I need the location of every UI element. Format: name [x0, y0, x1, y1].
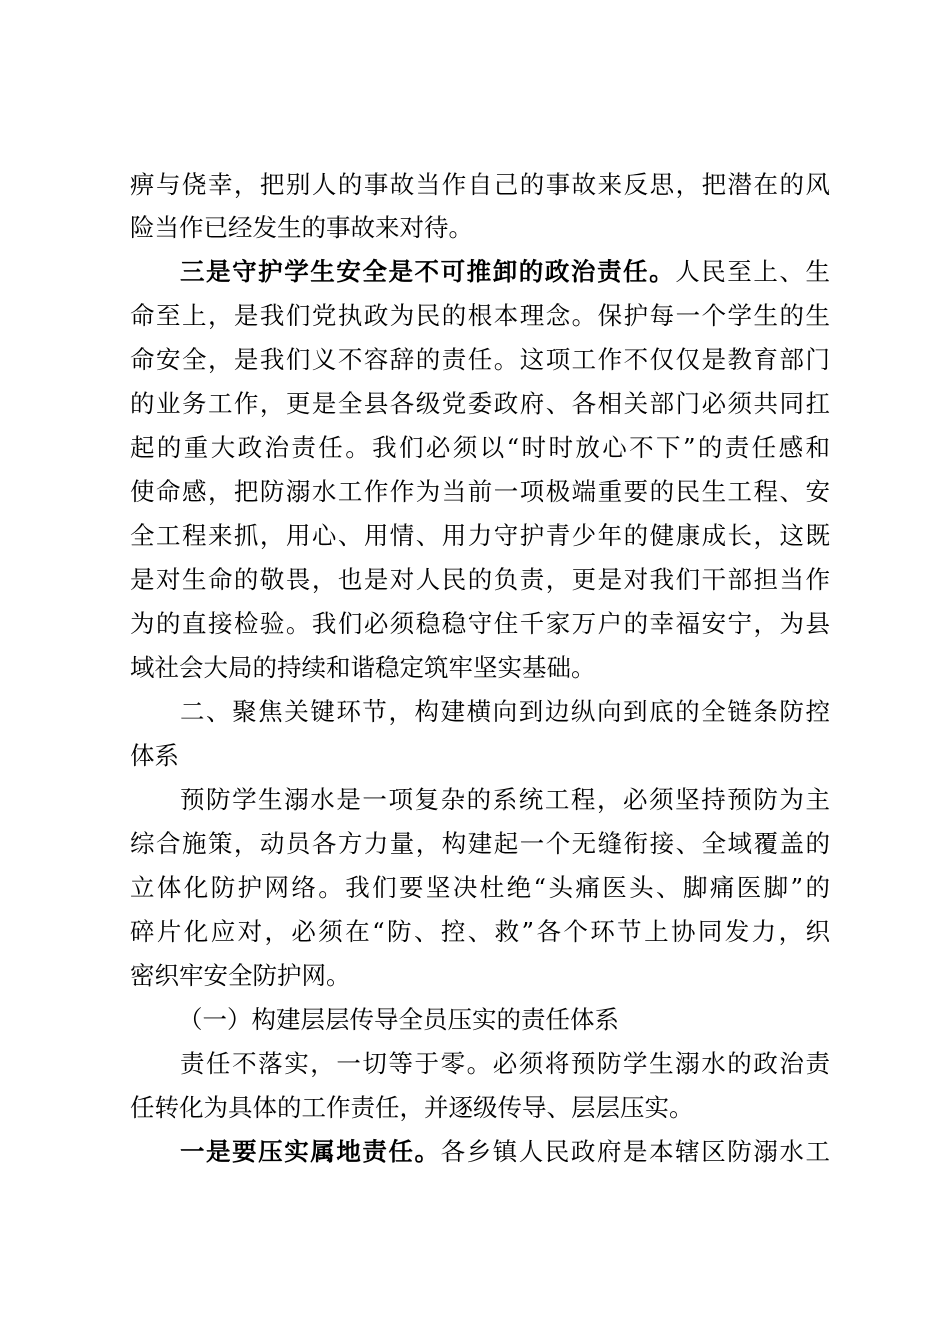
bold-lead-sentence: 三是守护学生安全是不可推卸的政治责任。 [180, 257, 676, 286]
paragraph-line: 全工程来抓，用心、用情、用力守护青少年的健康成长，这既 [130, 521, 830, 550]
paragraph-line: 是对生命的敬畏，也是对人民的负责，更是对我们干部担当作 [130, 565, 830, 594]
paragraph-line: 起的重大政治责任。我们必须以“时时放心不下”的责任感和 [130, 433, 830, 462]
paragraph-line: 为的直接检验。我们必须稳稳守住千家万户的幸福安宁，为县 [130, 609, 830, 638]
paragraph-line: 使命感，把防溺水工作作为当前一项极端重要的民生工程、安 [130, 477, 830, 506]
subsection-heading: （一）构建层层传导全员压实的责任体系 [178, 1005, 619, 1034]
paragraph-line: 预防学生溺水是一项复杂的系统工程，必须坚持预防为主 [180, 785, 830, 814]
paragraph-line [180, 250, 830, 294]
paragraph-line: 险当作已经发生的事故来对待。 [130, 213, 473, 242]
paragraph-line: 综合施策，动员各方力量，构建起一个无缝衔接、全域覆盖的 [130, 829, 830, 858]
paragraph-line: 责任不落实，一切等于零。必须将预防学生溺水的政治责 [180, 1049, 830, 1078]
bold-lead-sentence: 一是要压实属地责任。 [180, 1137, 441, 1166]
paragraph-line: 域社会大局的持续和谐稳定筑牢坚实基础。 [130, 653, 596, 682]
paragraph-text: 各乡镇人民政府是本辖区防溺水工 [440, 1137, 830, 1166]
paragraph-line [180, 1130, 830, 1174]
paragraph-line: 命至上，是我们党执政为民的根本理念。保护每一个学生的生 [130, 301, 830, 330]
paragraph-line: 的业务工作，更是全县各级党委政府、各相关部门必须共同扛 [130, 389, 830, 418]
paragraph-line: 痹与侥幸，把别人的事故当作自己的事故来反思，把潜在的风 [130, 170, 830, 199]
paragraph-line: 密织牢安全防护网。 [130, 961, 351, 990]
paragraph-line: 命安全，是我们义不容辞的责任。这项工作不仅仅是教育部门 [130, 345, 830, 374]
paragraph-line: 碎片化应对，必须在“防、控、救”各个环节上协同发力，织 [130, 917, 830, 946]
section-heading: 二、聚焦关键环节，构建横向到边纵向到底的全链条防控 [180, 697, 830, 726]
section-heading: 体系 [130, 741, 179, 770]
paragraph-text: 人民至上、生 [675, 257, 830, 286]
paragraph-line: 任转化为具体的工作责任，并逐级传导、层层压实。 [130, 1093, 694, 1122]
paragraph-line: 立体化防护网络。我们要坚决杜绝“头痛医头、脚痛医脚”的 [130, 873, 830, 902]
